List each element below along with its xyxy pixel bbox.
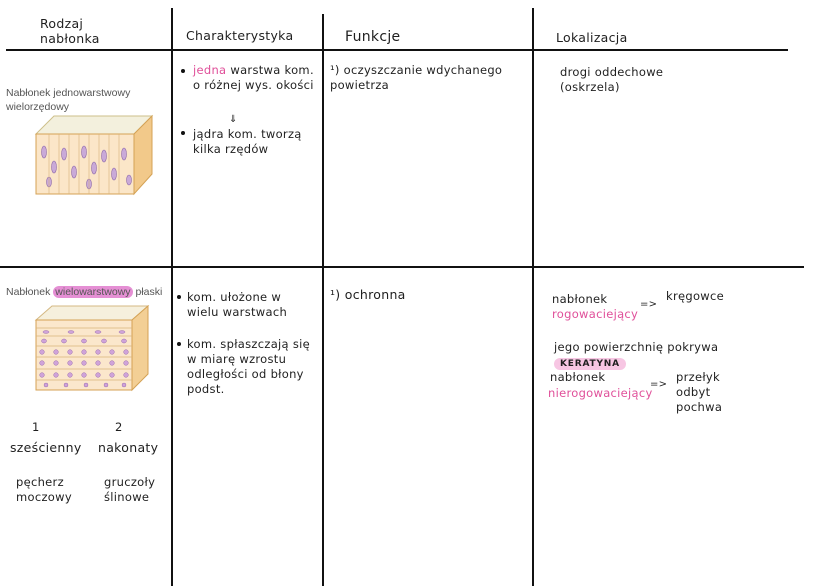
row2-sub2-name: nakonaty <box>98 440 159 455</box>
row2-char-bullet-2 <box>177 342 181 346</box>
row2-lok-1-a: nabłonek <box>552 292 608 306</box>
row1-tissue-name: Nabłonek jednowarstwowy wielorzędowy <box>6 87 131 113</box>
col-divider-1 <box>171 8 173 586</box>
row2-lok-1-b: rogowaciejący <box>552 307 639 321</box>
row2-char-2: kom. spłaszczają się w miarę wzrostu odległości od błony podst. <box>187 337 310 396</box>
row1-char-1 <box>193 63 321 93</box>
row2-lok-3-arrow: => <box>650 379 668 390</box>
header-funkcje: Funkcje <box>345 29 401 45</box>
row1-char-bullet-2 <box>181 131 185 135</box>
row2-lok-1-c: kręgowce <box>666 289 725 303</box>
row1-char-2: jądra kom. tworzą kilka rzędów <box>193 127 302 156</box>
row1-funkcje-1: ¹) oczyszczanie wdychanego powietrza <box>330 63 503 92</box>
row2-name-post: płaski <box>132 286 163 298</box>
col-divider-2 <box>322 14 324 586</box>
row2-tissue-name <box>6 285 171 299</box>
row1-lokalizacja: drogi oddechowe (oskrzela) <box>560 65 664 94</box>
row2-name-pre: Nabłonek <box>6 286 54 298</box>
row2-sub1-example: pęcherz moczowy <box>16 475 72 504</box>
col-divider-3 <box>532 8 534 586</box>
row2-sub2-num: 2 <box>115 420 123 434</box>
header-charakterystyka: Charakterystyka <box>186 28 294 43</box>
row2-lok-2 <box>554 340 794 372</box>
row2-lok-3-a: nabłonek <box>550 370 606 384</box>
row1-char-1-pink: jedna <box>193 63 227 77</box>
row2-lok-2-a: jego powierzchnię pokrywa <box>554 340 719 354</box>
row2-sub1-num: 1 <box>32 420 40 434</box>
row2-lok-3-b: nierogowaciejący <box>548 386 653 400</box>
row1-char-bullet-1 <box>181 69 185 73</box>
row2-lok-3-c: przełyk odbyt pochwa <box>676 370 723 414</box>
row2-lok-1-arrow: => <box>640 299 658 310</box>
row2-funkcje-1: ¹) ochronna <box>330 287 406 302</box>
row2-sub2-example: gruczoły ślinowe <box>104 475 156 504</box>
row2-sub1-name: sześcienny <box>10 440 82 455</box>
row2-char-1: kom. ułożone w wielu warstwach <box>187 290 288 319</box>
stratified-squamous-illustration <box>26 302 156 397</box>
header-lokalizacja: Lokalizacja <box>556 30 628 45</box>
row1-char-1-rest: warstwa kom. o różnej wys. okości <box>193 63 314 92</box>
header-underline <box>6 49 788 51</box>
keratyna-badge: KERATYNA <box>554 358 626 370</box>
row2-name-highlight: wielowarstwowy <box>55 286 131 298</box>
row-divider <box>0 266 804 268</box>
header-rodzaj: Rodzaj nabłonka <box>40 16 100 46</box>
row1-char-arrow: ⇓ <box>229 114 238 125</box>
columnar-epithelium-illustration <box>26 112 156 202</box>
row2-char-bullet-1 <box>177 295 181 299</box>
